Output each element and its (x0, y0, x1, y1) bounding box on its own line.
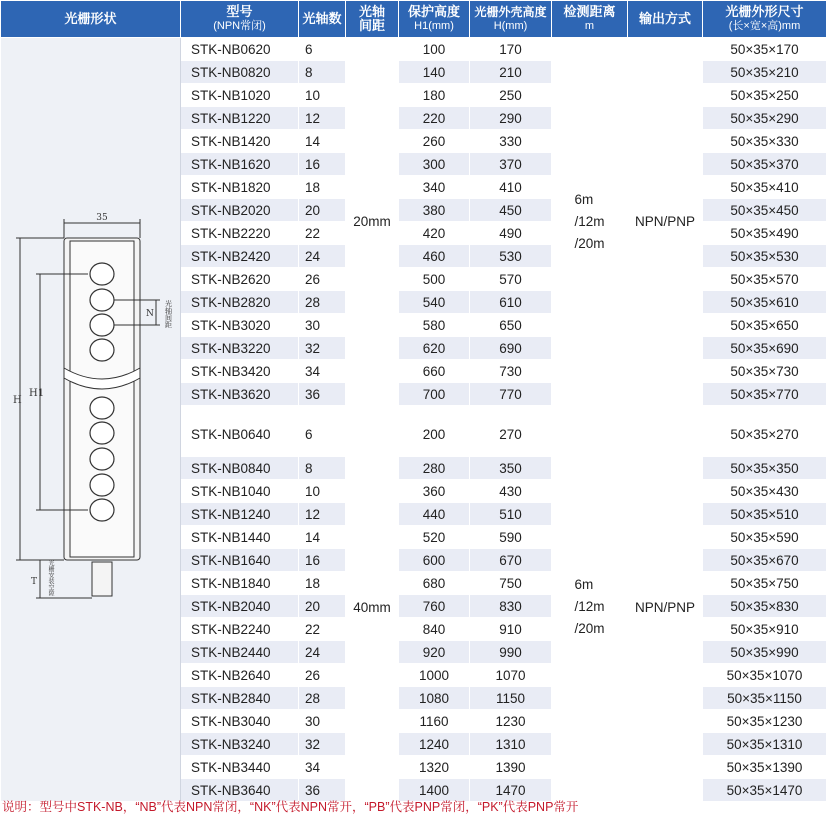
axes-cell: 24 (299, 641, 346, 664)
axes-cell: 10 (299, 84, 346, 107)
h-cell: 370 (470, 153, 552, 176)
width-label: 35 (95, 213, 108, 223)
zone-text: 光栅安装空隙 (46, 560, 53, 596)
h-cell: 1150 (470, 687, 552, 710)
h1-cell: 1000 (399, 664, 470, 687)
h-cell: 490 (470, 222, 552, 245)
h-cell: 290 (470, 107, 552, 130)
h1-cell: 660 (399, 360, 470, 383)
h-cell: 510 (470, 503, 552, 526)
axes-cell: 34 (299, 756, 346, 779)
dims-cell: 50×35×490 (703, 222, 826, 245)
h-cell: 450 (470, 199, 552, 222)
axes-cell: 20 (299, 595, 346, 618)
axes-cell: 8 (299, 61, 346, 84)
dims-cell: 50×35×270 (703, 413, 826, 457)
h-cell: 1390 (470, 756, 552, 779)
h1-cell: 180 (399, 84, 470, 107)
dims-cell: 50×35×1230 (703, 710, 826, 733)
dims-cell: 50×35×830 (703, 595, 826, 618)
axes-cell: 22 (299, 222, 346, 245)
table-row (1, 38, 826, 61)
h-cell: 610 (470, 291, 552, 314)
h-cell: 1470 (470, 779, 552, 802)
model-cell: STK-NB0640 (181, 413, 299, 457)
h-cell: 410 (470, 176, 552, 199)
h1-cell: 360 (399, 480, 470, 503)
axes-cell: 28 (299, 687, 346, 710)
h1-cell: 1400 (399, 779, 470, 802)
model-cell: STK-NB1820 (181, 176, 299, 199)
distance-lines (574, 574, 604, 640)
dims-cell: 50×35×670 (703, 549, 826, 572)
h1-cell: 1160 (399, 710, 470, 733)
distance-value: /20m (574, 235, 605, 251)
model-cell: STK-NB1420 (181, 130, 299, 153)
h1-cell: 840 (399, 618, 470, 641)
h-cell: 430 (470, 480, 552, 503)
footer-note: 说明：型号中STK-NB，“NB”代表NPN常闭，“NK”代表NPN常开，“PB”代表PNP常闭，“PK”代表PNP常开 (2, 800, 579, 814)
h1-cell: 140 (399, 61, 470, 84)
axes-cell: 18 (299, 572, 346, 595)
pitch-cell: 20mm (346, 38, 399, 406)
h-cell: 210 (470, 61, 552, 84)
h1-cell: 260 (399, 130, 470, 153)
dims-cell: 50×35×730 (703, 360, 826, 383)
axes-cell: 26 (299, 268, 346, 291)
h-cell: 530 (470, 245, 552, 268)
model-cell: STK-NB3020 (181, 314, 299, 337)
h-cell: 590 (470, 526, 552, 549)
output-cell: NPN/PNP (628, 38, 703, 406)
dims-cell: 50×35×450 (703, 199, 826, 222)
axes-cell: 16 (299, 549, 346, 572)
model-cell: STK-NB3220 (181, 337, 299, 360)
axes-cell: 10 (299, 480, 346, 503)
model-cell: STK-NB2440 (181, 641, 299, 664)
h-cell: 750 (470, 572, 552, 595)
model-cell: STK-NB1240 (181, 503, 299, 526)
model-cell: STK-NB0620 (181, 38, 299, 61)
shape-drawing-cell (1, 38, 181, 802)
h1-cell: 300 (399, 153, 470, 176)
axes-cell: 20 (299, 199, 346, 222)
col-output: 输出方式 (628, 1, 703, 38)
col-axes: 光轴数 (299, 1, 346, 38)
dims-cell: 50×35×170 (703, 38, 826, 61)
col-model: 型号 (NPN常闭) (181, 1, 299, 38)
model-cell: STK-NB2820 (181, 291, 299, 314)
h-cell: 830 (470, 595, 552, 618)
h1-cell: 460 (399, 245, 470, 268)
col-dims: 光栅外形尺寸 (长×宽×高)mm (703, 1, 826, 38)
model-cell: STK-NB2020 (181, 199, 299, 222)
h1-cell: 340 (399, 176, 470, 199)
axes-cell: 28 (299, 291, 346, 314)
dims-cell: 50×35×530 (703, 245, 826, 268)
h1-cell: 760 (399, 595, 470, 618)
model-cell: STK-NB1220 (181, 107, 299, 130)
axes-cell: 32 (299, 733, 346, 756)
axes-cell: 6 (299, 413, 346, 457)
dims-cell: 50×35×330 (703, 130, 826, 153)
axes-cell: 30 (299, 710, 346, 733)
light-curtain-diagram (2, 38, 180, 798)
model-cell: STK-NB1040 (181, 480, 299, 503)
h-cell: 1230 (470, 710, 552, 733)
h1-cell: 700 (399, 383, 470, 406)
h-cell: 910 (470, 618, 552, 641)
h1-cell: 1320 (399, 756, 470, 779)
model-cell: STK-NB3440 (181, 756, 299, 779)
t-label: T (30, 577, 37, 587)
model-cell: STK-NB3640 (181, 779, 299, 802)
dims-cell: 50×35×690 (703, 337, 826, 360)
dims-cell: 50×35×770 (703, 383, 826, 406)
axes-cell: 14 (299, 130, 346, 153)
dims-cell: 50×35×610 (703, 291, 826, 314)
model-cell: STK-NB3620 (181, 383, 299, 406)
h-cell: 1070 (470, 664, 552, 687)
distance-value: /12m (574, 599, 605, 614)
h-cell: 670 (470, 549, 552, 572)
model-cell: STK-NB2620 (181, 268, 299, 291)
dims-cell: 50×35×1070 (703, 664, 826, 687)
model-cell: STK-NB0840 (181, 457, 299, 480)
axes-cell: 36 (299, 779, 346, 802)
h1-cell: 440 (399, 503, 470, 526)
axes-cell: 14 (299, 526, 346, 549)
dims-cell: 50×35×210 (703, 61, 826, 84)
h1-cell: 580 (399, 314, 470, 337)
h-cell: 330 (470, 130, 552, 153)
h1-cell: 620 (399, 337, 470, 360)
separator-cell (181, 405, 826, 413)
dims-cell: 50×35×750 (703, 572, 826, 595)
axes-cell: 34 (299, 360, 346, 383)
distance-value: /12m (574, 213, 605, 229)
h-cell: 770 (470, 383, 552, 406)
h1-cell: 200 (399, 413, 470, 457)
h-cell: 1310 (470, 733, 552, 756)
h1-cell: 680 (399, 572, 470, 595)
model-cell: STK-NB3420 (181, 360, 299, 383)
model-cell: STK-NB2640 (181, 664, 299, 687)
axes-cell: 32 (299, 337, 346, 360)
h1-cell: 540 (399, 291, 470, 314)
axes-cell: 12 (299, 107, 346, 130)
axes-cell: 8 (299, 457, 346, 480)
col-h: 光栅外壳高度 H(mm) (470, 1, 552, 38)
col-distance: 检测距离 m (552, 1, 628, 38)
distance-cell (552, 413, 628, 802)
model-cell: STK-NB2220 (181, 222, 299, 245)
h-cell: 650 (470, 314, 552, 337)
dims-cell: 50×35×1470 (703, 779, 826, 802)
dims-cell: 50×35×510 (703, 503, 826, 526)
model-cell: STK-NB2420 (181, 245, 299, 268)
dims-cell: 50×35×1310 (703, 733, 826, 756)
dims-cell: 50×35×590 (703, 526, 826, 549)
h-cell: 350 (470, 457, 552, 480)
axes-cell: 26 (299, 664, 346, 687)
h1-cell: 100 (399, 38, 470, 61)
model-cell: STK-NB1020 (181, 84, 299, 107)
axes-cell: 6 (299, 38, 346, 61)
axes-cell: 30 (299, 314, 346, 337)
h1-cell: 1240 (399, 733, 470, 756)
h1-label: H1 (28, 388, 44, 399)
dims-cell: 50×35×650 (703, 314, 826, 337)
model-cell: STK-NB2240 (181, 618, 299, 641)
axes-cell: 16 (299, 153, 346, 176)
h-cell: 250 (470, 84, 552, 107)
dims-cell: 50×35×250 (703, 84, 826, 107)
pitch-cell: 40mm (346, 413, 399, 802)
h1-cell: 220 (399, 107, 470, 130)
h-cell: 990 (470, 641, 552, 664)
dims-cell: 50×35×410 (703, 176, 826, 199)
h1-cell: 1080 (399, 687, 470, 710)
dims-cell: 50×35×1390 (703, 756, 826, 779)
dims-cell: 50×35×430 (703, 480, 826, 503)
model-cell: STK-NB0820 (181, 61, 299, 84)
axes-cell: 18 (299, 176, 346, 199)
distance-value: 6m (574, 577, 594, 592)
axes-cell: 24 (299, 245, 346, 268)
model-cell: STK-NB3240 (181, 733, 299, 756)
col-pitch: 光轴 间距 (346, 1, 399, 38)
model-cell: STK-NB1440 (181, 526, 299, 549)
model-cell: STK-NB2840 (181, 687, 299, 710)
h-cell: 730 (470, 360, 552, 383)
h1-cell: 280 (399, 457, 470, 480)
h1-cell: 920 (399, 641, 470, 664)
h-cell: 690 (470, 337, 552, 360)
h-cell: 170 (470, 38, 552, 61)
distance-cell (552, 38, 628, 406)
axes-cell: 12 (299, 503, 346, 526)
model-cell: STK-NB1840 (181, 572, 299, 595)
dims-cell: 50×35×1150 (703, 687, 826, 710)
model-cell: STK-NB1620 (181, 153, 299, 176)
model-cell: STK-NB2040 (181, 595, 299, 618)
h-label: H (12, 395, 22, 406)
header-row (1, 1, 826, 38)
pitch-text: 光轴间距 (164, 300, 171, 328)
distance-lines (574, 189, 604, 255)
h-cell: 270 (470, 413, 552, 457)
output-cell: NPN/PNP (628, 413, 703, 802)
axes-cell: 22 (299, 618, 346, 641)
dims-cell: 50×35×570 (703, 268, 826, 291)
model-cell: STK-NB3040 (181, 710, 299, 733)
h1-cell: 420 (399, 222, 470, 245)
n-label: N (145, 309, 154, 319)
h1-cell: 520 (399, 526, 470, 549)
distance-value: 6m (574, 191, 594, 207)
axes-cell: 36 (299, 383, 346, 406)
h1-cell: 500 (399, 268, 470, 291)
col-h1: 保护高度 H1(mm) (399, 1, 470, 38)
model-cell: STK-NB1640 (181, 549, 299, 572)
dims-cell: 50×35×910 (703, 618, 826, 641)
dims-cell: 50×35×990 (703, 641, 826, 664)
h1-cell: 380 (399, 199, 470, 222)
col-shape: 光栅形状 (1, 1, 181, 38)
dims-cell: 50×35×350 (703, 457, 826, 480)
h1-cell: 600 (399, 549, 470, 572)
dims-cell: 50×35×290 (703, 107, 826, 130)
h-cell: 570 (470, 268, 552, 291)
dims-cell: 50×35×370 (703, 153, 826, 176)
distance-value: /20m (574, 621, 605, 636)
